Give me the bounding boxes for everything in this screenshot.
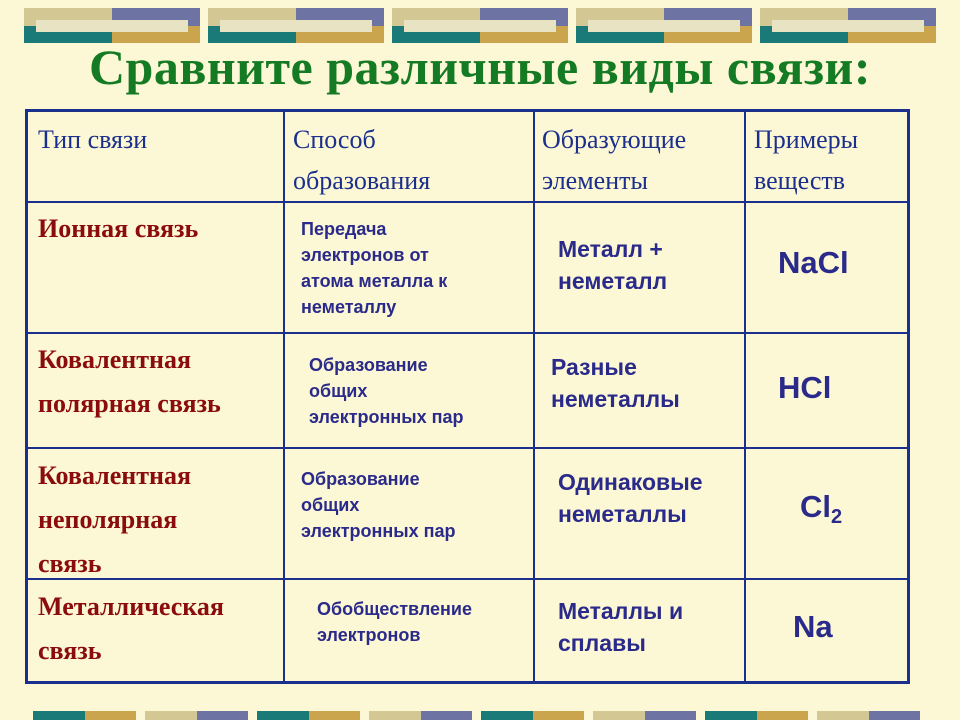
formation-method-line: общих [309, 381, 368, 401]
formation-method-cell [309, 352, 464, 430]
bond-type-line: связь [38, 636, 102, 665]
forming-elements-line: Разные [551, 354, 637, 380]
formation-method-line: Передача [301, 219, 387, 239]
forming-elements-cell [558, 595, 683, 659]
formation-method-cell [317, 596, 472, 648]
bottom-deco-tile-8 [817, 711, 920, 720]
example-substance-cell [793, 609, 833, 645]
page-title: Сравните различные виды связи: [88, 39, 872, 95]
bond-type-line: неполярная [38, 505, 178, 534]
formation-method-line: атома металла к [301, 271, 448, 291]
bond-comparison-table [25, 109, 910, 684]
bond-type-cell [38, 338, 221, 426]
formation-method-line: неметаллу [301, 297, 397, 317]
formation-method-line: электронных пар [301, 521, 456, 541]
bottom-deco-tile-2 [145, 711, 248, 720]
forming-elements-line: неметалл [558, 268, 668, 294]
header-examples-line: веществ [754, 166, 846, 195]
header-elements [542, 119, 686, 201]
forming-elements-cell [558, 466, 703, 530]
column-divider [283, 112, 285, 681]
example-substance-cell [778, 370, 831, 406]
formation-method-line: электронов от [301, 245, 429, 265]
bond-type-line: полярная связь [38, 389, 221, 418]
bottom-deco-tile-6 [593, 711, 696, 720]
example-formula: NaCl [778, 245, 849, 280]
formation-method-line: общих [301, 495, 360, 515]
formation-method-line: Образование [309, 355, 428, 375]
formation-method-cell [301, 466, 456, 544]
example-formula: HCl [778, 370, 832, 405]
example-formula: Cl [800, 489, 831, 524]
example-formula-subscript: 2 [831, 506, 843, 528]
forming-elements-line: неметаллы [558, 501, 687, 527]
bottom-deco-tile-3 [257, 711, 360, 720]
forming-elements-line: Металл + [558, 236, 663, 262]
forming-elements-line: сплавы [558, 630, 646, 656]
header-elements-line: элементы [542, 166, 648, 195]
formation-method-line: электронных пар [309, 407, 464, 427]
row-divider [28, 447, 907, 449]
row-divider [28, 332, 907, 334]
forming-elements-line: Металлы и [558, 598, 684, 624]
row-divider [28, 201, 907, 203]
formation-method-cell [301, 216, 447, 320]
header-examples [754, 119, 858, 201]
header-elements-line: Образующие [542, 125, 687, 154]
bottom-deco-tile-7 [705, 711, 808, 720]
header-method-line: образования [293, 166, 431, 195]
bond-type-cell [38, 585, 224, 673]
forming-elements-line: Одинаковые [558, 469, 703, 495]
formation-method-line: Обобществление [317, 599, 473, 619]
bond-type-line: связь [38, 549, 102, 578]
bottom-deco-tile-4 [369, 711, 472, 720]
column-divider [744, 112, 746, 681]
formation-method-line: Образование [301, 469, 420, 489]
bond-type-line: Металлическая [38, 592, 224, 621]
bond-type-line: Ковалентная [38, 461, 192, 490]
bottom-deco-tile-1 [33, 711, 136, 720]
bond-type-cell [38, 454, 191, 586]
header-type [38, 119, 147, 160]
header-type-line: Тип связи [38, 125, 148, 154]
bottom-deco-tile-5 [481, 711, 584, 720]
column-divider [533, 112, 535, 681]
forming-elements-line: неметаллы [551, 386, 680, 412]
header-examples-line: Примеры [754, 125, 859, 154]
forming-elements-cell [558, 233, 667, 297]
header-method-line: Способ [293, 125, 376, 154]
bond-type-line: Ковалентная [38, 345, 192, 374]
formation-method-line: электронов [317, 625, 421, 645]
bond-type-cell [38, 207, 198, 251]
bond-type-line: Ионная связь [38, 214, 199, 243]
example-substance-cell [778, 245, 849, 281]
header-method [293, 119, 430, 201]
example-substance-cell [800, 489, 843, 528]
example-formula: Na [793, 609, 833, 644]
forming-elements-cell [551, 351, 680, 415]
